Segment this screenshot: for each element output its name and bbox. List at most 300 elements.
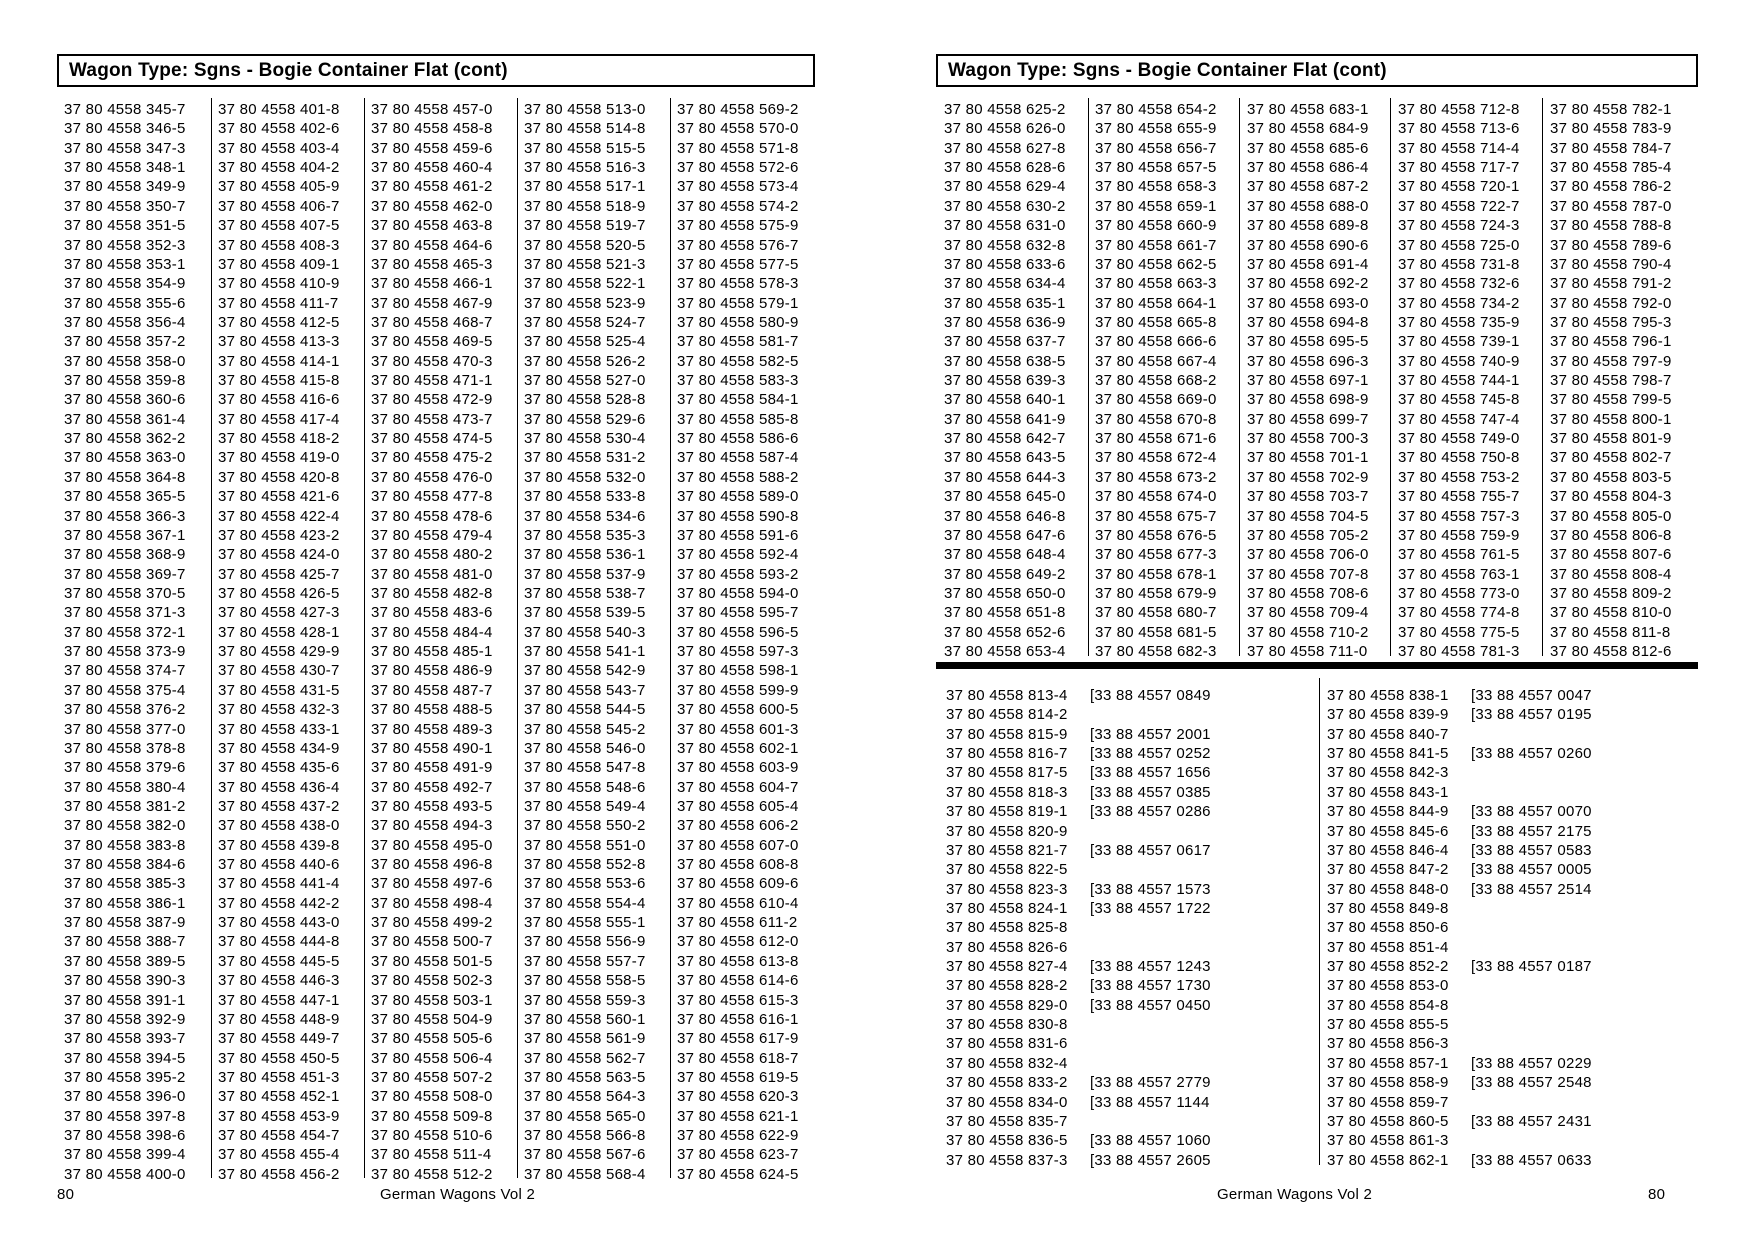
wagon-number: 37 80 4558 808-4 [1550,565,1672,583]
wagon-number: 37 80 4558 568-4 [524,1165,646,1183]
wagon-number: 37 80 4558 574-2 [677,197,799,215]
wagon-number: 37 80 4558 511-4 [371,1146,492,1164]
wagon-row [1327,783,1592,802]
wagon-number: 37 80 4558 823-3 [946,880,1068,898]
wagon-number: 37 80 4558 584-1 [677,391,799,409]
wagon-number: 37 80 4558 389-5 [64,952,186,970]
wagon-number: 37 80 4558 614-6 [677,972,799,990]
wagon-number: 37 80 4558 753-2 [1398,468,1520,486]
exchange-number-note: [33 88 4557 2175 [1471,822,1592,840]
wagon-number: 37 80 4558 441-4 [218,875,340,893]
wagon-number: 37 80 4558 454-7 [218,1127,340,1145]
wagon-number: 37 80 4558 689-8 [1247,217,1369,235]
exchange-number-note: [33 88 4557 1573 [1090,880,1211,898]
wagon-number: 37 80 4558 547-8 [524,759,646,777]
wagon-number: 37 80 4558 538-7 [524,584,646,602]
wagon-number: 37 80 4558 679-9 [1095,584,1217,602]
wagon-number: 37 80 4558 417-4 [218,410,340,428]
bottom-wagon-group-2 [1327,686,1592,1170]
wagon-number: 37 80 4558 490-1 [371,739,493,757]
wagon-number: 37 80 4558 359-8 [64,372,186,390]
wagon-number: 37 80 4558 361-4 [64,410,186,428]
wagon-number: 37 80 4558 781-3 [1398,643,1520,661]
wagon-number: 37 80 4558 452-1 [218,1088,340,1106]
wagon-number: 37 80 4558 788-8 [1550,217,1672,235]
wagon-number: 37 80 4558 467-9 [371,294,493,312]
wagon-number: 37 80 4558 497-6 [371,875,493,893]
wagon-row [946,744,1211,763]
column-divider [364,98,365,1178]
wagon-number: 37 80 4558 577-5 [677,255,799,273]
exchange-number-note: [33 88 4557 2001 [1090,725,1211,743]
page-title: Wagon Type: Sgns - Bogie Container Flat (cont) [69,60,508,81]
wagon-number: 37 80 4558 831-6 [946,1035,1068,1053]
wagon-number: 37 80 4558 545-2 [524,720,646,738]
wagon-number: 37 80 4558 583-3 [677,372,799,390]
wagon-number: 37 80 4558 590-8 [677,507,799,525]
wagon-number: 37 80 4558 448-9 [218,1010,340,1028]
wagon-number: 37 80 4558 396-0 [64,1088,186,1106]
wagon-number: 37 80 4558 773-0 [1398,584,1520,602]
wagon-number: 37 80 4558 725-0 [1398,236,1520,254]
wagon-number: 37 80 4558 589-0 [677,488,799,506]
wagon-number: 37 80 4558 602-1 [677,739,799,757]
wagon-number: 37 80 4558 705-2 [1247,526,1369,544]
wagon-number: 37 80 4558 599-9 [677,681,799,699]
wagon-row [1327,918,1592,937]
wagon-number: 37 80 4558 619-5 [677,1068,799,1086]
wagon-number: 37 80 4558 377-0 [64,720,186,738]
wagon-number: 37 80 4558 540-3 [524,623,646,641]
wagon-number: 37 80 4558 386-1 [64,894,186,912]
wagon-number: 37 80 4558 672-4 [1095,449,1217,467]
wagon-number: 37 80 4558 398-6 [64,1127,186,1145]
wagon-number: 37 80 4558 578-3 [677,275,799,293]
wagon-row [1327,957,1592,976]
wagon-number: 37 80 4558 797-9 [1550,352,1672,370]
wagon-number: 37 80 4558 631-0 [944,217,1066,235]
wagon-number: 37 80 4558 640-1 [944,391,1066,409]
exchange-number-note: [33 88 4557 2548 [1471,1074,1592,1092]
wagon-number: 37 80 4558 506-4 [371,1049,493,1067]
wagon-number: 37 80 4558 420-8 [218,468,340,486]
wagon-number: 37 80 4558 805-0 [1550,507,1672,525]
wagon-number: 37 80 4558 747-4 [1398,410,1520,428]
wagon-number: 37 80 4558 653-4 [944,643,1066,661]
exchange-number-note: [33 88 4557 0187 [1471,958,1592,976]
wagon-number: 37 80 4558 856-3 [1327,1035,1449,1053]
wagon-row [1327,899,1592,918]
wagon-number: 37 80 4558 434-9 [218,739,340,757]
wagon-number: 37 80 4558 816-7 [946,745,1068,763]
wagon-number: 37 80 4558 586-6 [677,430,799,448]
wagon-number: 37 80 4558 564-3 [524,1088,646,1106]
wagon-number: 37 80 4558 674-0 [1095,488,1217,506]
wagon-row [1327,1054,1592,1073]
wagon-number: 37 80 4558 644-3 [944,468,1066,486]
wagon-number: 37 80 4558 830-8 [946,1016,1068,1034]
wagon-number: 37 80 4558 529-6 [524,410,646,428]
wagon-number: 37 80 4558 750-8 [1398,449,1520,467]
wagon-number: 37 80 4558 513-0 [524,101,646,118]
wagon-number: 37 80 4558 605-4 [677,797,799,815]
wagon-number: 37 80 4558 806-8 [1550,526,1672,544]
wagon-number: 37 80 4558 528-8 [524,391,646,409]
wagon-number: 37 80 4558 618-7 [677,1049,799,1067]
wagon-number: 37 80 4558 807-6 [1550,546,1672,564]
wagon-number: 37 80 4558 820-9 [946,822,1068,840]
wagon-number: 37 80 4558 445-5 [218,952,340,970]
wagon-number: 37 80 4558 539-5 [524,604,646,622]
wagon-number: 37 80 4558 473-7 [371,410,493,428]
wagon-number: 37 80 4558 419-0 [218,449,340,467]
wagon-row [946,1131,1211,1150]
wagon-number: 37 80 4558 755-7 [1398,488,1520,506]
wagon-number: 37 80 4558 435-6 [218,759,340,777]
wagon-number: 37 80 4558 369-7 [64,565,186,583]
wagon-number: 37 80 4558 669-0 [1095,391,1217,409]
wagon-number: 37 80 4558 354-9 [64,275,186,293]
wagon-number: 37 80 4558 439-8 [218,836,340,854]
wagon-number: 37 80 4558 412-5 [218,313,340,331]
wagon-number: 37 80 4558 790-4 [1550,255,1672,273]
wagon-number: 37 80 4558 610-4 [677,894,799,912]
wagon-number: 37 80 4558 536-1 [524,546,646,564]
wagon-number: 37 80 4558 480-2 [371,546,493,564]
wagon-number: 37 80 4558 860-5 [1327,1112,1449,1130]
wagon-number: 37 80 4558 449-7 [218,1030,340,1048]
wagon-number: 37 80 4558 655-9 [1095,120,1217,138]
wagon-number: 37 80 4558 825-8 [946,919,1068,937]
wagon-number: 37 80 4558 685-6 [1247,139,1369,157]
wagon-number: 37 80 4558 444-8 [218,933,340,951]
wagon-number: 37 80 4558 809-2 [1550,584,1672,602]
wagon-number: 37 80 4558 836-5 [946,1132,1068,1150]
wagon-number: 37 80 4558 656-7 [1095,139,1217,157]
wagon-row [1327,744,1592,763]
wagon-row [946,725,1211,744]
wagon-number: 37 80 4558 635-1 [944,294,1066,312]
wagon-number: 37 80 4558 595-7 [677,604,799,622]
wagon-number: 37 80 4558 796-1 [1550,333,1672,351]
wagon-number: 37 80 4558 609-6 [677,875,799,893]
wagon-number: 37 80 4558 662-5 [1095,255,1217,273]
wagon-number: 37 80 4558 390-3 [64,972,186,990]
exchange-number-note: [33 88 4557 0450 [1090,996,1211,1014]
wagon-number: 37 80 4558 347-3 [64,139,186,157]
wagon-row [946,802,1211,821]
wagon-number: 37 80 4558 855-5 [1327,1016,1449,1034]
wagon-row [946,938,1211,957]
wagon-number: 37 80 4558 810-0 [1550,604,1672,622]
wagon-number: 37 80 4558 492-7 [371,778,493,796]
wagon-number: 37 80 4558 852-2 [1327,958,1449,976]
wagon-number: 37 80 4558 533-8 [524,488,646,506]
exchange-number-note: [33 88 4557 0385 [1090,783,1211,801]
wagon-number: 37 80 4558 824-1 [946,899,1068,917]
wagon-number: 37 80 4558 632-8 [944,236,1066,254]
wagon-number: 37 80 4558 717-7 [1398,159,1520,177]
wagon-number: 37 80 4558 657-5 [1095,159,1217,177]
wagon-number: 37 80 4558 667-4 [1095,352,1217,370]
wagon-row [1327,822,1592,841]
wagon-row [1327,1093,1592,1112]
wagon-number: 37 80 4558 643-5 [944,449,1066,467]
wagon-number: 37 80 4558 376-2 [64,701,186,719]
wagon-number: 37 80 4558 372-1 [64,623,186,641]
wagon-number: 37 80 4558 675-7 [1095,507,1217,525]
wagon-number: 37 80 4558 352-3 [64,236,186,254]
exchange-number-note: [33 88 4557 0633 [1471,1151,1592,1169]
exchange-number-note: [33 88 4557 0252 [1090,745,1211,763]
wagon-row [1327,725,1592,744]
wagon-number: 37 80 4558 498-4 [371,894,493,912]
wagon-row [946,880,1211,899]
wagon-row [1327,705,1592,724]
wagon-row [946,996,1211,1015]
right-page-header-box [936,54,1698,87]
wagon-number: 37 80 4558 348-1 [64,159,186,177]
wagon-row [1327,1015,1592,1034]
wagon-number: 37 80 4558 600-5 [677,701,799,719]
wagon-number: 37 80 4558 837-3 [946,1151,1068,1169]
wagon-number: 37 80 4558 558-5 [524,972,646,990]
wagon-number: 37 80 4558 813-4 [946,687,1068,704]
wagon-number: 37 80 4558 744-1 [1398,372,1520,390]
wagon-number: 37 80 4558 782-1 [1550,101,1672,118]
left-wagon-column-2 [218,100,340,1184]
wagon-row [1327,1112,1592,1131]
wagon-number: 37 80 4558 803-5 [1550,468,1672,486]
wagon-number: 37 80 4558 801-9 [1550,430,1672,448]
wagon-number: 37 80 4558 549-4 [524,797,646,815]
left-wagon-column-5 [677,100,799,1184]
wagon-number: 37 80 4558 789-6 [1550,236,1672,254]
wagon-number: 37 80 4558 670-8 [1095,410,1217,428]
wagon-number: 37 80 4558 691-4 [1247,255,1369,273]
wagon-number: 37 80 4558 861-3 [1327,1132,1449,1150]
wagon-number: 37 80 4558 734-2 [1398,294,1520,312]
wagon-number: 37 80 4558 532-0 [524,468,646,486]
wagon-number: 37 80 4558 814-2 [946,706,1068,724]
exchange-number-note: [33 88 4557 1656 [1090,764,1211,782]
wagon-number: 37 80 4558 358-0 [64,352,186,370]
wagon-row [1327,938,1592,957]
wagon-number: 37 80 4558 828-2 [946,977,1068,995]
wagon-number: 37 80 4558 505-6 [371,1030,493,1048]
wagon-row [1327,1073,1592,1092]
wagon-number: 37 80 4558 597-3 [677,643,799,661]
bottom-wagon-group-1 [946,686,1211,1170]
wagon-number: 37 80 4558 425-7 [218,565,340,583]
wagon-number: 37 80 4558 652-6 [944,623,1066,641]
wagon-number: 37 80 4558 430-7 [218,662,340,680]
wagon-number: 37 80 4558 413-3 [218,333,340,351]
wagon-number: 37 80 4558 582-5 [677,352,799,370]
wagon-number: 37 80 4558 464-6 [371,236,493,254]
wagon-number: 37 80 4558 591-6 [677,526,799,544]
wagon-number: 37 80 4558 846-4 [1327,841,1449,859]
wagon-number: 37 80 4558 749-0 [1398,430,1520,448]
wagon-number: 37 80 4558 817-5 [946,764,1068,782]
wagon-row [946,1054,1211,1073]
wagon-number: 37 80 4558 647-6 [944,526,1066,544]
wagon-number: 37 80 4558 802-7 [1550,449,1672,467]
exchange-number-note: [33 88 4557 2431 [1471,1112,1592,1130]
wagon-number: 37 80 4558 681-5 [1095,623,1217,641]
wagon-number: 37 80 4558 485-1 [371,643,493,661]
wagon-row [946,1073,1211,1092]
wagon-number: 37 80 4558 604-7 [677,778,799,796]
page-number: 80 [57,1186,75,1203]
wagon-number: 37 80 4558 384-6 [64,856,186,874]
wagon-number: 37 80 4558 581-7 [677,333,799,351]
wagon-number: 37 80 4558 841-5 [1327,745,1449,763]
wagon-number: 37 80 4558 626-0 [944,120,1066,138]
wagon-number: 37 80 4558 500-7 [371,933,493,951]
wagon-number: 37 80 4558 565-0 [524,1107,646,1125]
wagon-number: 37 80 4558 800-1 [1550,410,1672,428]
wagon-number: 37 80 4558 625-2 [944,101,1066,118]
wagon-number: 37 80 4558 406-7 [218,197,340,215]
wagon-number: 37 80 4558 677-3 [1095,546,1217,564]
wagon-number: 37 80 4558 360-6 [64,391,186,409]
wagon-number: 37 80 4558 686-4 [1247,159,1369,177]
wagon-number: 37 80 4558 486-9 [371,662,493,680]
wagon-number: 37 80 4558 461-2 [371,178,493,196]
wagon-number: 37 80 4558 466-1 [371,275,493,293]
wagon-number: 37 80 4558 585-8 [677,410,799,428]
wagon-number: 37 80 4558 638-5 [944,352,1066,370]
wagon-number: 37 80 4558 704-5 [1247,507,1369,525]
wagon-number: 37 80 4558 603-9 [677,759,799,777]
wagon-number: 37 80 4558 576-7 [677,236,799,254]
wagon-number: 37 80 4558 531-2 [524,449,646,467]
right-wagon-column-3 [1247,100,1369,661]
wagon-number: 37 80 4558 636-9 [944,313,1066,331]
wagon-number: 37 80 4558 429-9 [218,643,340,661]
wagon-row [946,957,1211,976]
wagon-number: 37 80 4558 468-7 [371,313,493,331]
wagon-number: 37 80 4558 617-9 [677,1030,799,1048]
wagon-number: 37 80 4558 690-6 [1247,236,1369,254]
wagon-number: 37 80 4558 512-2 [371,1165,493,1183]
wagon-number: 37 80 4558 483-6 [371,604,493,622]
exchange-number-note: [33 88 4557 0047 [1471,687,1592,704]
wagon-number: 37 80 4558 579-1 [677,294,799,312]
wagon-number: 37 80 4558 509-8 [371,1107,493,1125]
wagon-number: 37 80 4558 502-3 [371,972,493,990]
wagon-row [946,705,1211,724]
wagon-number: 37 80 4558 724-3 [1398,217,1520,235]
wagon-number: 37 80 4558 371-3 [64,604,186,622]
left-wagon-column-1 [64,100,186,1184]
wagon-number: 37 80 4558 455-4 [218,1146,340,1164]
wagon-number: 37 80 4558 598-1 [677,662,799,680]
wagon-number: 37 80 4558 646-8 [944,507,1066,525]
bottom-group-divider [1319,678,1320,1165]
wagon-number: 37 80 4558 857-1 [1327,1054,1449,1072]
wagon-number: 37 80 4558 503-1 [371,991,493,1009]
wagon-number: 37 80 4558 388-7 [64,933,186,951]
wagon-number: 37 80 4558 409-1 [218,255,340,273]
wagon-number: 37 80 4558 411-7 [218,294,339,312]
wagon-number: 37 80 4558 382-0 [64,817,186,835]
wagon-number: 37 80 4558 525-4 [524,333,646,351]
wagon-number: 37 80 4558 442-2 [218,894,340,912]
wagon-number: 37 80 4558 676-5 [1095,526,1217,544]
wagon-row [1327,976,1592,995]
wagon-number: 37 80 4558 798-7 [1550,372,1672,390]
wagon-number: 37 80 4558 654-2 [1095,101,1217,118]
exchange-number-note: [33 88 4557 0583 [1471,841,1592,859]
right-wagon-column-4 [1398,100,1520,661]
wagon-number: 37 80 4558 842-3 [1327,764,1449,782]
wagon-number: 37 80 4558 481-0 [371,565,493,583]
wagon-number: 37 80 4558 641-9 [944,410,1066,428]
wagon-number: 37 80 4558 408-3 [218,236,340,254]
wagon-number: 37 80 4558 367-1 [64,526,186,544]
wagon-number: 37 80 4558 620-3 [677,1088,799,1106]
wagon-number: 37 80 4558 642-7 [944,430,1066,448]
wagon-row [946,1151,1211,1170]
wagon-row [1327,802,1592,821]
wagon-number: 37 80 4558 661-7 [1095,236,1217,254]
wagon-number: 37 80 4558 623-7 [677,1146,799,1164]
wagon-number: 37 80 4558 658-3 [1095,178,1217,196]
wagon-number: 37 80 4558 606-2 [677,817,799,835]
wagon-row [1327,686,1592,705]
exchange-number-note: [33 88 4557 0617 [1090,841,1211,859]
wagon-number: 37 80 4558 392-9 [64,1010,186,1028]
wagon-number: 37 80 4558 407-5 [218,217,340,235]
wagon-number: 37 80 4558 366-3 [64,507,186,525]
exchange-number-note: [33 88 4557 1722 [1090,899,1211,917]
wagon-number: 37 80 4558 622-9 [677,1127,799,1145]
wagon-number: 37 80 4558 684-9 [1247,120,1369,138]
wagon-number: 37 80 4558 438-0 [218,817,340,835]
wagon-number: 37 80 4558 791-2 [1550,275,1672,293]
wagon-number: 37 80 4558 692-2 [1247,275,1369,293]
wagon-number: 37 80 4558 698-9 [1247,391,1369,409]
wagon-number: 37 80 4558 462-0 [371,197,493,215]
wagon-number: 37 80 4558 587-4 [677,449,799,467]
wagon-number: 37 80 4558 471-1 [371,372,493,390]
exchange-number-note: [33 88 4557 0229 [1471,1054,1592,1072]
wagon-number: 37 80 4558 783-9 [1550,120,1672,138]
wagon-number: 37 80 4558 648-4 [944,546,1066,564]
wagon-number: 37 80 4558 401-8 [218,101,340,118]
wagon-number: 37 80 4558 709-4 [1247,604,1369,622]
wagon-number: 37 80 4558 566-8 [524,1127,646,1145]
wagon-number: 37 80 4558 693-0 [1247,294,1369,312]
wagon-number: 37 80 4558 761-5 [1398,546,1520,564]
wagon-number: 37 80 4558 588-2 [677,468,799,486]
wagon-row [1327,1034,1592,1053]
wagon-number: 37 80 4558 665-8 [1095,313,1217,331]
wagon-number: 37 80 4558 451-3 [218,1068,340,1086]
wagon-number: 37 80 4558 350-7 [64,197,186,215]
wagon-number: 37 80 4558 381-2 [64,797,186,815]
wagon-number: 37 80 4558 835-7 [946,1112,1068,1130]
wagon-number: 37 80 4558 504-9 [371,1010,493,1028]
wagon-number: 37 80 4558 402-6 [218,120,340,138]
wagon-number: 37 80 4558 559-3 [524,991,646,1009]
wagon-number: 37 80 4558 356-4 [64,313,186,331]
wagon-number: 37 80 4558 378-8 [64,739,186,757]
wagon-number: 37 80 4558 702-9 [1247,468,1369,486]
wagon-row [1327,996,1592,1015]
